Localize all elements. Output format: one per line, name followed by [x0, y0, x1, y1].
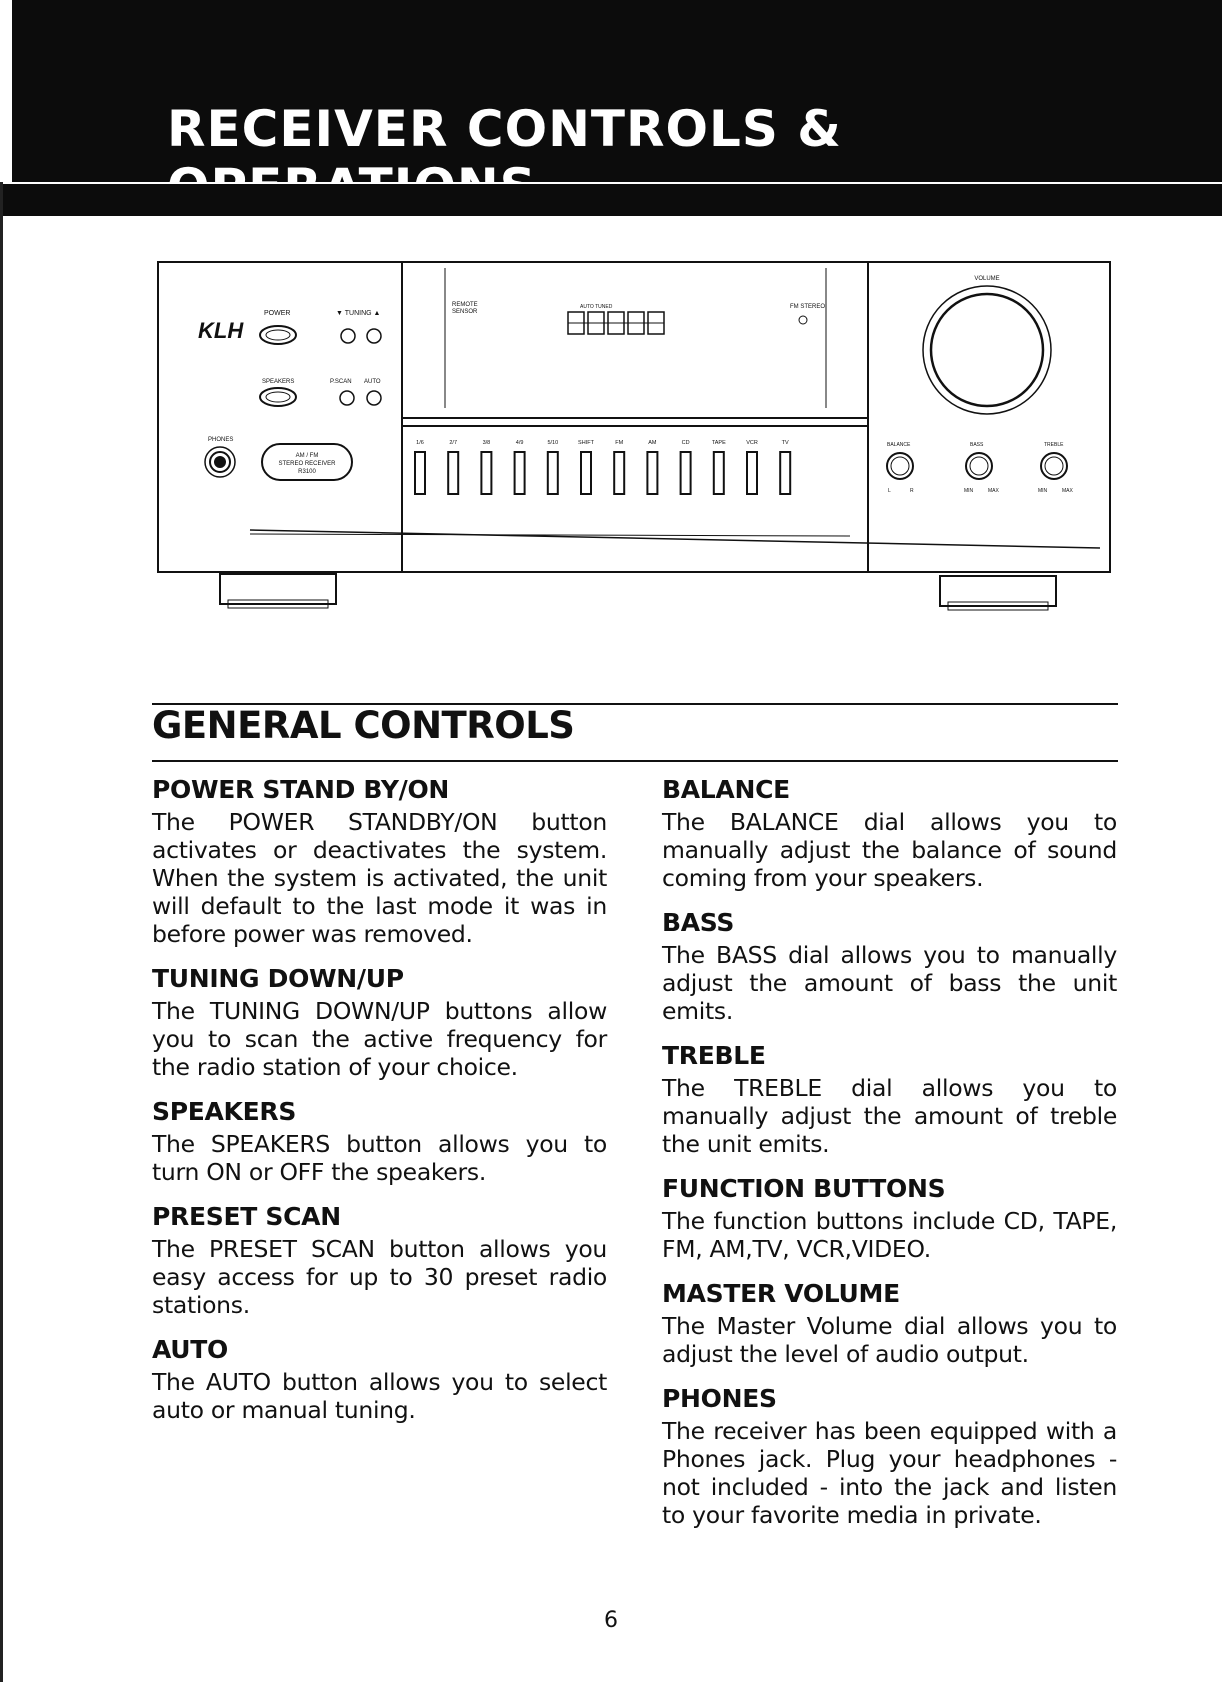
treble-label: TREBLE [1044, 442, 1064, 448]
bass-max-label: MAX [988, 488, 999, 494]
function-button-shift[interactable] [581, 452, 591, 494]
function-button-tv[interactable] [780, 452, 790, 494]
section-title: GENERAL CONTROLS [152, 704, 575, 747]
function-button-cd[interactable] [681, 452, 691, 494]
fm-stereo-indicator [799, 316, 807, 324]
auto-tuned-label: AUTO TUNED [580, 304, 613, 310]
control-item-tuning [152, 964, 607, 1081]
remote-sensor-label-1: REMOTE [452, 302, 478, 308]
volume-dial[interactable] [923, 286, 1051, 414]
item-body: The BASS dial allows you to manually adjust the amount of bass the unit emits. [662, 941, 1117, 1025]
power-label: POWER [264, 310, 291, 317]
function-button-label: 2/7 [449, 440, 458, 446]
control-item-master-volume [662, 1279, 1117, 1368]
preset-scan-button[interactable] [340, 391, 354, 405]
function-button-label: AM [648, 440, 657, 446]
item-body: The POWER STANDBY/ON button activates or deactivates the system. When the system is activated, the unit will default to the last mode it was in before power was removed. [152, 808, 607, 948]
control-item-bass [662, 908, 1117, 1025]
page-number: 6 [604, 1608, 618, 1633]
item-body: The BALANCE dial allows you to manually adjust the balance of sound coming from your speakers. [662, 808, 1117, 892]
function-button-label: 3/8 [482, 440, 491, 446]
header-bar [12, 0, 1222, 182]
pscan-label: P.SCAN [330, 379, 352, 385]
bass-min-label: MIN [964, 488, 974, 494]
function-button-fm[interactable] [614, 452, 624, 494]
item-heading: POWER STAND BY/ON [152, 775, 450, 804]
control-item-phones [662, 1384, 1117, 1529]
item-body: The PRESET SCAN button allows you easy access for up to 30 preset radio stations. [152, 1235, 607, 1319]
tuning-down-button[interactable] [341, 329, 355, 343]
control-item-preset-scan [152, 1202, 607, 1319]
tuning-label: ▼ TUNING ▲ [336, 310, 381, 317]
control-item-power [152, 775, 607, 948]
brand-logo: KLH [198, 318, 244, 343]
item-heading: TUNING DOWN/UP [152, 964, 404, 993]
item-body: The AUTO button allows you to select auto or manual tuning. [152, 1368, 607, 1424]
model-line-1: AM / FM [295, 453, 319, 459]
function-button-1-6[interactable] [415, 452, 425, 494]
margin-rule [0, 182, 3, 1682]
function-button-5-10[interactable] [548, 452, 558, 494]
power-button[interactable] [260, 326, 296, 344]
model-line-2: STEREO RECEIVER [278, 461, 336, 467]
function-button-label: CD [681, 440, 690, 446]
control-item-treble [662, 1041, 1117, 1158]
function-button-label: VCR [746, 440, 758, 446]
remote-sensor-label-2: SENSOR [452, 309, 478, 315]
item-heading: BASS [662, 908, 735, 937]
phones-label: PHONES [208, 437, 234, 443]
receiver-front-panel-diagram [150, 258, 1120, 638]
item-body: The Master Volume dial allows you to adjust the level of audio output. [662, 1312, 1117, 1368]
function-button-label: FM [615, 440, 624, 446]
item-body: The function buttons include CD, TAPE, FM, AM,TV, VCR,VIDEO. [662, 1207, 1117, 1263]
balance-l-label: L [888, 488, 891, 494]
item-heading: SPEAKERS [152, 1097, 297, 1126]
function-button-label: 1/6 [416, 440, 424, 446]
function-button-4-9[interactable] [515, 452, 525, 494]
header-stripe [0, 184, 1222, 216]
item-body: The TREBLE dial allows you to manually adjust the amount of treble the unit emits. [662, 1074, 1117, 1158]
model-line-3: R3100 [298, 469, 316, 475]
left-column [152, 775, 607, 1440]
item-heading: PRESET SCAN [152, 1202, 341, 1231]
page-title: RECEIVER CONTROLS & [167, 100, 842, 158]
control-item-speakers [152, 1097, 607, 1186]
function-button-label: TAPE [711, 440, 726, 446]
function-button-2-7[interactable] [448, 452, 458, 494]
function-buttons [415, 440, 790, 494]
item-body: The TUNING DOWN/UP buttons allow you to scan the active frequency for the radio station of your choice. [152, 997, 607, 1081]
function-button-am[interactable] [647, 452, 657, 494]
bass-label: BASS [970, 442, 984, 448]
item-heading: AUTO [152, 1335, 228, 1364]
treble-max-label: MAX [1062, 488, 1073, 494]
balance-r-label: R [910, 488, 914, 494]
speakers-label: SPEAKERS [262, 379, 295, 385]
tuning-up-button[interactable] [367, 329, 381, 343]
auto-button[interactable] [367, 391, 381, 405]
balance-label: BALANCE [887, 442, 911, 448]
treble-min-label: MIN [1038, 488, 1048, 494]
control-item-auto [152, 1335, 607, 1424]
speakers-button[interactable] [260, 388, 296, 406]
function-button-3-8[interactable] [481, 452, 491, 494]
auto-label: AUTO [364, 379, 381, 385]
section-rule-bottom [152, 760, 1118, 762]
item-heading: BALANCE [662, 775, 790, 804]
frequency-display [568, 312, 664, 334]
function-button-tape[interactable] [714, 452, 724, 494]
function-button-label: TV [781, 440, 789, 446]
item-body: The receiver has been equipped with a Phones jack. Plug your headphones - not included - into the jack and listen to your favorite media in private. [662, 1417, 1117, 1529]
item-body: The SPEAKERS button allows you to turn ON or OFF the speakers. [152, 1130, 607, 1186]
control-item-function-buttons [662, 1174, 1117, 1263]
item-heading: FUNCTION BUTTONS [662, 1174, 946, 1203]
item-heading: PHONES [662, 1384, 777, 1413]
item-heading: MASTER VOLUME [662, 1279, 900, 1308]
fm-stereo-label: FM STEREO [790, 304, 826, 310]
right-column [662, 775, 1117, 1545]
control-item-balance [662, 775, 1117, 892]
function-button-vcr[interactable] [747, 452, 757, 494]
function-button-label: 5/10 [547, 440, 559, 446]
item-heading: TREBLE [662, 1041, 766, 1070]
volume-label: VOLUME [974, 276, 1000, 282]
function-button-label: SHIFT [578, 440, 594, 446]
function-button-label: 4/9 [515, 440, 524, 446]
